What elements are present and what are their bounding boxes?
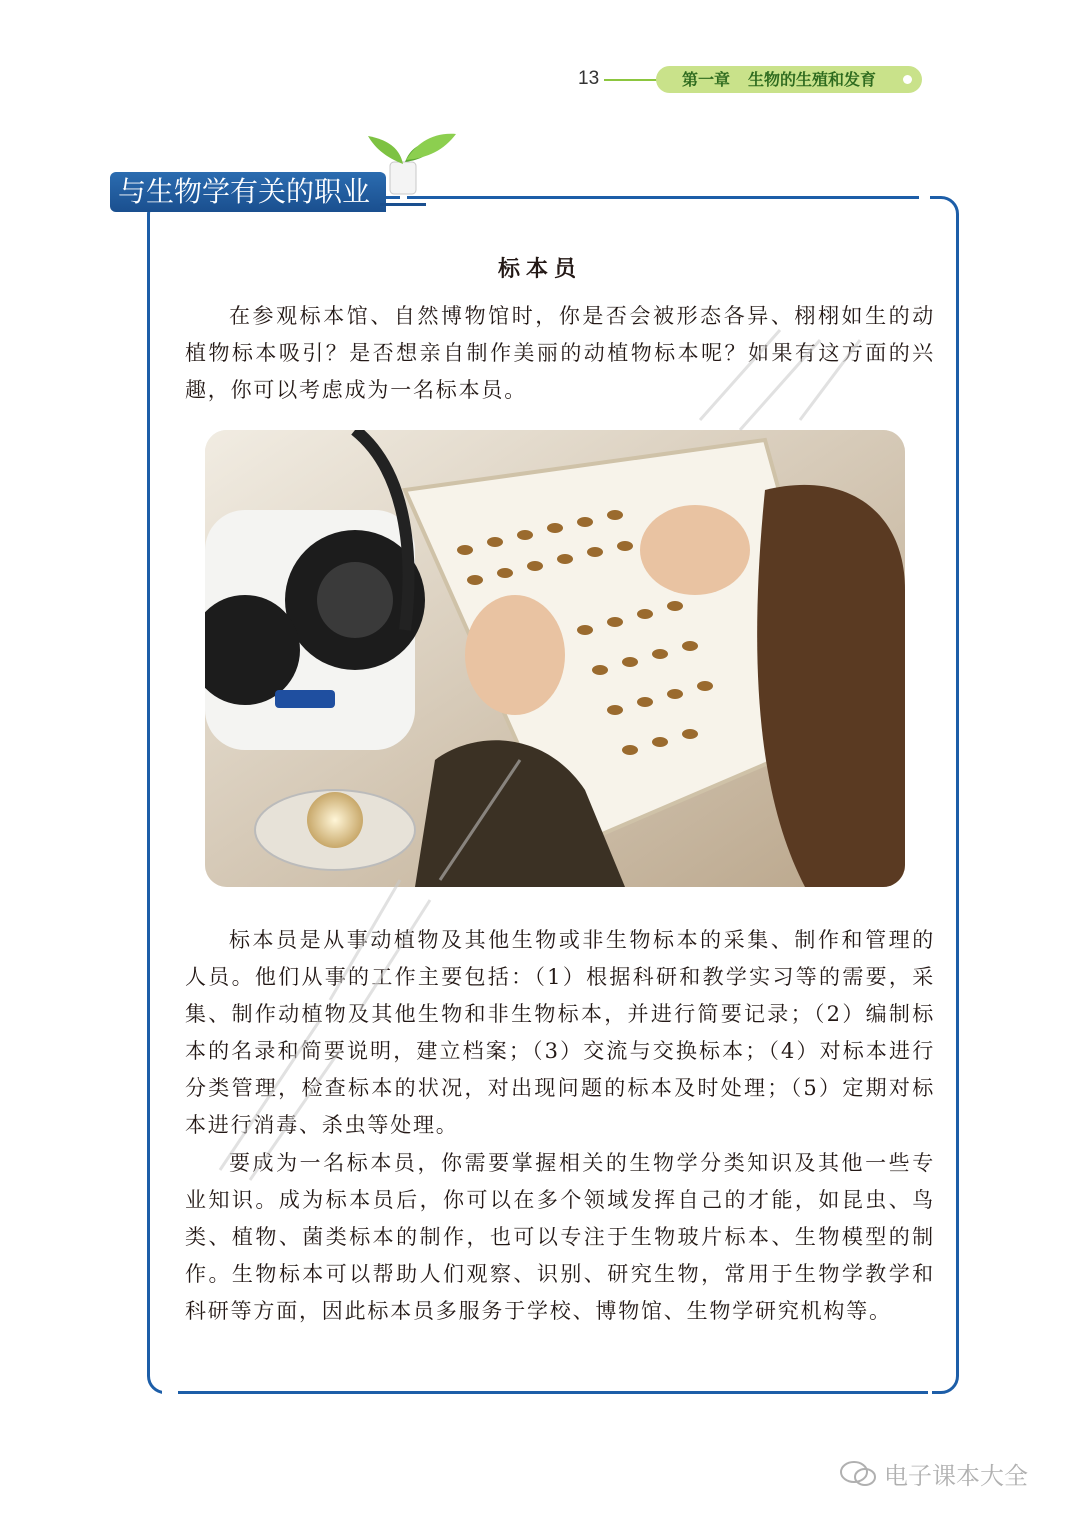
footer-watermark-text: 电子课本大全 xyxy=(884,1462,1028,1490)
article-title: 标本员 xyxy=(497,257,582,282)
chapter-header xyxy=(656,66,922,93)
header-rule xyxy=(604,79,662,81)
career-paragraph: 要成为一名标本员，你需要掌握相关的生物学分类知识及其他一些专业知识。成为标本员后，你可以在多个领域发挥自己的才能，如昆虫、鸟类、植物、菌类标本的制作，也可以专注于生物玻片标本、生物模型的制作。生物标本可以帮助人们观察、识别、研究生物，常用于生物学教学和科研等方面，因此标本员多服务于学校、博物馆、生物学研究机构等。 xyxy=(185,1151,935,1323)
specimen-photo-image xyxy=(205,430,905,887)
frame-top-line xyxy=(407,196,919,199)
chapter-label: 第一章 xyxy=(682,70,731,89)
intro-paragraph: 在参观标本馆、自然博物馆时，你是否会被形态各异、栩栩如生的动植物标本吸引？是否想亲自制作美丽的动植物标本呢？如果有这方面的兴趣，你可以考虑成为一名标本员。 xyxy=(185,304,935,402)
specimen-photo xyxy=(205,430,905,887)
chapter-title: 生物的生殖和发育 xyxy=(748,70,877,89)
header-dot-icon xyxy=(903,75,912,84)
duties-paragraph: 标本员是从事动植物及其他生物或非生物标本的采集、制作和管理的人员。他们从事的工作主要包括：（1）根据科研和教学实习等的需要，采集、制作动植物及其他生物和非生物标本，并进行简要记录；（2）编制标本的名录和简要说明，建立档案；（3）交流与交换标本；（4）对标本进行分类管理，检查标本的状况，对出现问题的标本及时处理；（5）定期对标本进行消毒、杀虫等处理。 xyxy=(185,928,935,1137)
section-banner-title: 与生物学有关的职业 xyxy=(118,175,371,208)
wechat-icon xyxy=(840,1460,876,1488)
page-number: 13 xyxy=(578,68,600,89)
frame-bottom-line xyxy=(178,1391,928,1394)
